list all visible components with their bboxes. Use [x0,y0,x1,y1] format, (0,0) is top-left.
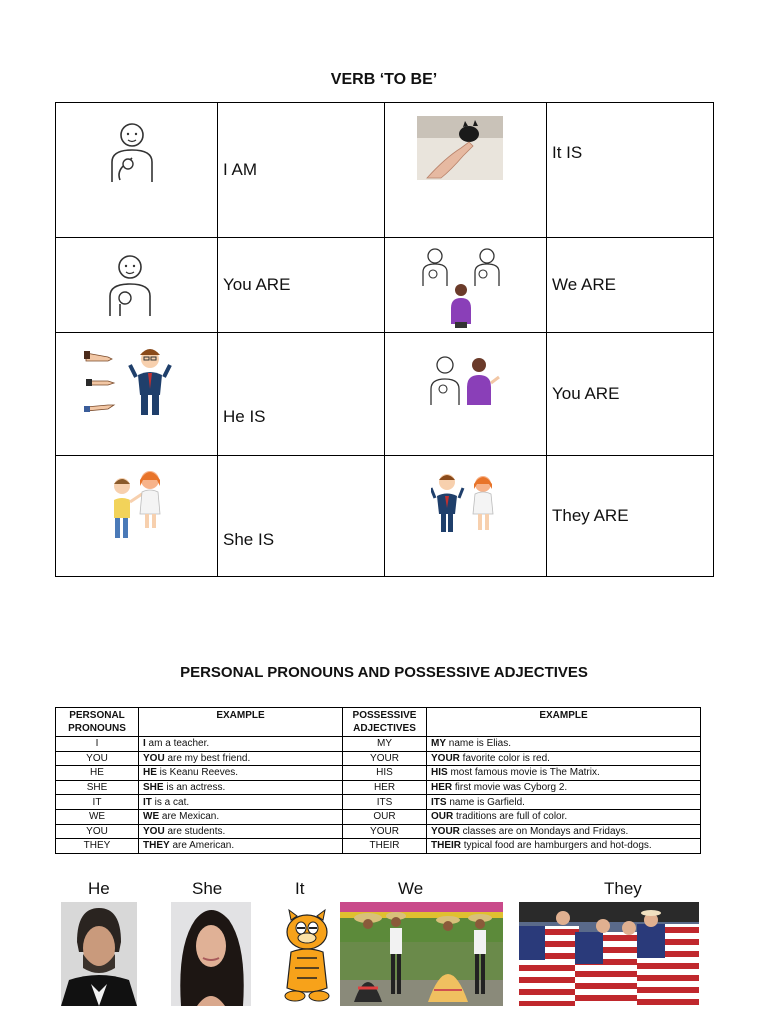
example-text: are my best friend. [164,752,251,764]
table-row [56,751,701,766]
example-cell [427,809,701,824]
pronoun-cell: HE [56,766,139,781]
column-header: PERSONAL PRONOUNS [56,708,139,737]
pronoun-cell: IT [56,795,139,810]
pronoun-cell: SHE [56,780,139,795]
verb-cell-text: You ARE [547,333,714,456]
pointing-you-icon [56,238,218,333]
example-cell [139,824,343,839]
pronoun-cell: YOU [56,751,139,766]
example-cell [427,766,701,781]
example-cell [139,795,343,810]
adjective-cell: MY [343,737,427,752]
table-row [56,456,714,577]
example-bold: SHE [143,782,164,794]
verb-cell-text: You ARE [218,238,385,333]
example-text: is Keanu Reeves. [156,767,239,779]
pronoun-cell: THEY [56,839,139,854]
example-bold: YOUR [431,825,460,837]
example-text: am a teacher. [145,738,210,750]
example-cell [427,751,701,766]
example-cell [139,780,343,795]
example-bold: YOU [143,752,165,764]
verb-cell-text: They ARE [547,456,714,577]
adjective-cell: ITS [343,795,427,810]
example-text: first movie was Cyborg 2. [452,782,568,794]
example-text: typical food are hamburgers and hot-dogs. [461,840,652,852]
example-bold: IT [143,796,152,808]
example-bold: THEIR [431,840,461,852]
pronoun-cell: YOU [56,824,139,839]
table-row [56,795,701,810]
verb-cell-text: He IS [218,333,385,456]
verb-cell-text: It IS [547,103,714,238]
example-text: traditions are full of color. [453,811,568,823]
photo-label-he: He [88,879,110,898]
table-row [56,839,701,854]
example-cell [427,824,701,839]
example-bold: YOU [143,825,165,837]
mexican-dancers-photo [340,902,503,1006]
example-bold: HE [143,767,157,779]
cat-photo [385,103,547,238]
example-cell [427,780,701,795]
adjective-cell: THEIR [343,839,427,854]
verb-cell-text: I AM [218,103,385,238]
example-text: are Mexican. [159,811,220,823]
adjective-cell: YOUR [343,751,427,766]
example-text: name is Garfield. [446,796,525,808]
example-cell [139,809,343,824]
table-header-row [56,708,701,737]
example-cell [139,751,343,766]
example-cell [427,737,701,752]
adjective-cell: YOUR [343,824,427,839]
photo-label-they: They [604,879,642,898]
adjective-cell: HER [343,780,427,795]
photo-label-we: We [398,879,424,898]
pronoun-cell: I [56,737,139,752]
example-bold: ITS [431,796,447,808]
example-bold: HER [431,782,453,794]
example-text: classes are on Mondays and Fridays. [459,825,629,837]
pronoun-cell: WE [56,809,139,824]
example-cell [139,737,343,752]
adjective-cell: OUR [343,809,427,824]
american-flags-group-photo [519,902,699,1006]
verb-to-be-table [55,102,714,577]
example-bold: YOUR [431,752,460,764]
girl-icon [56,456,218,577]
example-bold: HIS [431,767,448,779]
example-bold: I [143,738,146,750]
man-portrait-photo [61,902,137,1006]
woman-portrait-photo [171,902,251,1006]
example-text: favorite color is red. [459,752,550,764]
garfield-cat-photo [269,902,341,1006]
example-bold: MY [431,738,446,750]
group-we-icon [385,238,547,333]
verb-to-be-title: VERB ‘TO BE’ [330,71,438,88]
example-cell [139,839,343,854]
photo-label-it: It [295,879,305,898]
pronouns-table [55,707,701,854]
example-text: most famous movie is The Matrix. [447,767,600,779]
pointing-self-icon [56,103,218,238]
verb-cell-text: We ARE [547,238,714,333]
example-cell [427,839,701,854]
boy-pointing-icon [56,333,218,456]
table-row [56,766,701,781]
example-bold: THEY [143,840,170,852]
example-text: are students. [164,825,226,837]
you-plural-icon [385,333,547,456]
example-cell [427,795,701,810]
table-row [56,103,714,238]
photo-label-she: She [192,879,223,898]
example-bold: OUR [431,811,454,823]
table-row [56,737,701,752]
example-text: name is Elias. [446,738,512,750]
verb-cell-text: She IS [218,456,385,577]
table-row [56,238,714,333]
column-header: EXAMPLE [139,708,343,737]
they-icon [385,456,547,577]
example-text: is a cat. [151,796,190,808]
column-header: EXAMPLE [427,708,701,737]
table-row [56,333,714,456]
table-row [56,809,701,824]
example-bold: WE [143,811,160,823]
example-text: are American. [169,840,235,852]
column-header: POSSESSIVE ADJECTIVES [343,708,427,737]
example-cell [139,766,343,781]
example-text: is an actress. [163,782,226,794]
adjective-cell: HIS [343,766,427,781]
pronouns-title: PERSONAL PRONOUNS AND POSSESSIVE ADJECTIVES [180,664,588,681]
table-row [56,824,701,839]
table-row [56,780,701,795]
